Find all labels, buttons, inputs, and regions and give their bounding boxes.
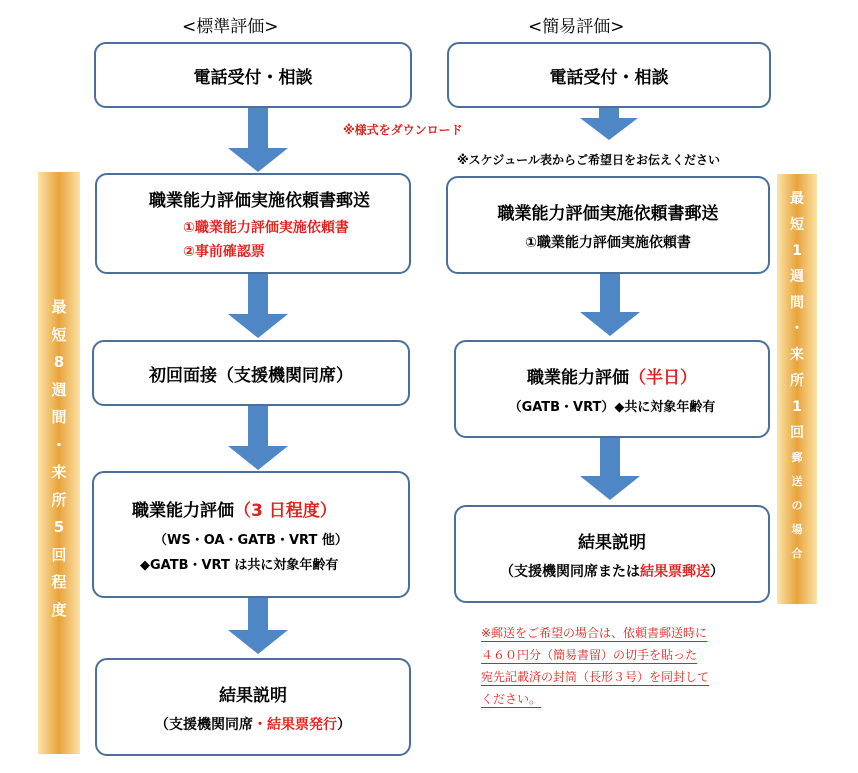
result-highlight: ・結果票発行 [253, 716, 337, 733]
side-char: 所 [51, 490, 67, 509]
side-char: 短 [790, 217, 804, 233]
arrow-down-icon [228, 598, 288, 654]
arrow-down-icon [228, 404, 288, 470]
side-char: 5 [53, 518, 65, 536]
duration-highlight: （半日） [629, 368, 697, 388]
side-char: ・ [790, 321, 804, 337]
side-char: 送 [791, 475, 803, 488]
arrow-down-icon [580, 438, 640, 500]
simple-step-request-mail [446, 176, 770, 274]
standard-step-first-interview [92, 340, 410, 406]
side-char: 郵 [791, 451, 803, 464]
standard-step-phone-consultation [94, 42, 412, 108]
schedule-note: ※スケジュール表からご希望日をお伝えください [457, 153, 720, 167]
step-title: 電話受付・相談 [549, 67, 669, 88]
standard-step-request-mail [95, 173, 411, 274]
step-title: 職業能力評価 [132, 501, 234, 521]
arrow-down-icon [580, 274, 640, 336]
side-char: 週 [51, 380, 67, 399]
side-char: 最 [790, 191, 804, 207]
arrow-down-icon [580, 108, 638, 140]
side-char: 8 [53, 353, 65, 371]
duration-highlight: （3 日程度） [234, 501, 337, 521]
evaluation-tests: （GATB・VRT）◆共に対象年齢有 [508, 400, 716, 415]
request-item: ②事前確認票 [183, 244, 265, 260]
side-char: ・ [51, 435, 67, 454]
step-title: 結果説明 [578, 532, 646, 553]
step-title: 初回面接（支援機関同席） [149, 365, 353, 386]
simple-header: <簡易評価> [528, 17, 625, 37]
request-item: ①職業能力評価実施依頼書 [183, 220, 349, 236]
side-char: 最 [51, 298, 67, 316]
result-note-end: ） [337, 716, 351, 733]
standard-header: <標準評価> [182, 17, 279, 37]
side-char: 間 [51, 408, 67, 426]
step-title: 結果説明 [219, 685, 287, 706]
step-title: 職業能力評価 [527, 368, 629, 388]
side-char: 1 [792, 243, 802, 259]
download-note: ※様式をダウンロード [343, 123, 463, 137]
simple-step-phone-consultation [447, 42, 771, 108]
simple-step-result [454, 505, 770, 603]
side-char: 合 [791, 547, 803, 560]
simple-step-evaluation [454, 340, 770, 438]
result-note: （支援機関同席または [500, 563, 640, 580]
mail-note-line: ※郵送をご希望の場合は、依頼書郵送時に [481, 626, 708, 640]
standard-step-result [95, 658, 411, 756]
mail-request-note [481, 622, 771, 710]
side-char: 週 [790, 269, 804, 285]
side-char: 短 [51, 325, 67, 344]
side-char: 程 [51, 573, 67, 591]
arrow-down-icon [228, 108, 288, 172]
step-title: 職業能力評価実施依頼書郵送 [497, 203, 719, 224]
step-title: 職業能力評価実施依頼書郵送 [149, 191, 370, 211]
side-char: 度 [51, 600, 67, 619]
result-note-end: ） [710, 563, 724, 580]
standard-step-evaluation [92, 471, 410, 598]
side-char: 来 [790, 347, 804, 363]
side-char: の [791, 499, 803, 512]
side-char: 所 [790, 373, 804, 389]
arrow-down-icon [228, 274, 288, 338]
request-item: ①職業能力評価実施依頼書 [525, 234, 691, 251]
side-char: 間 [790, 295, 804, 311]
evaluation-tests: （WS・OA・GATB・VRT 他） [154, 533, 348, 548]
side-char: 回 [51, 545, 67, 564]
result-highlight: 結果票郵送 [640, 563, 710, 580]
age-note: ◆GATB・VRT は共に対象年齢有 [140, 558, 339, 573]
side-char: 来 [51, 463, 67, 481]
side-char: 1 [792, 399, 802, 415]
side-char: 回 [790, 425, 804, 441]
result-note: （支援機関同席 [155, 716, 253, 733]
mail-note-line: ４６０円分（簡易書留）の切手を貼った [481, 648, 698, 662]
mail-note-line: ください。 [481, 692, 542, 706]
step-title: 電話受付・相談 [193, 67, 313, 88]
mail-note-line: 宛先記載済の封筒（長形３号）を同封して [481, 670, 710, 684]
side-char: 場 [791, 523, 803, 536]
